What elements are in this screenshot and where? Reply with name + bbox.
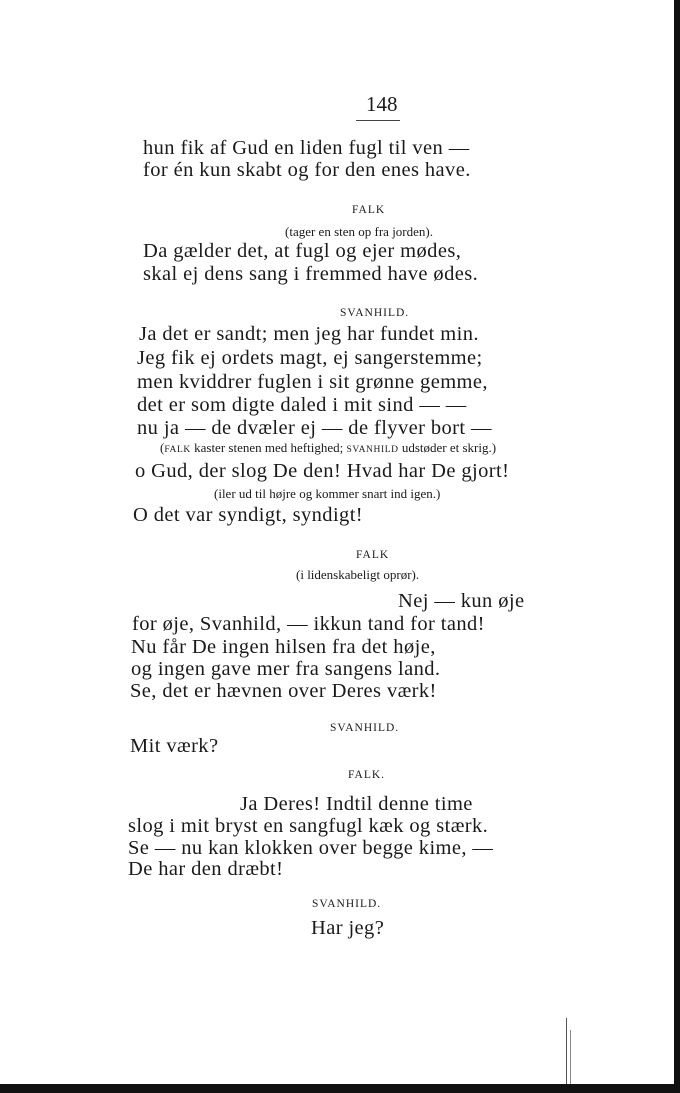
verse-line: for øje, Svanhild, — ikkun tand for tand! — [132, 613, 485, 635]
verse-line: Se — nu kan klokken over begge kime, — — [128, 837, 494, 859]
verse-line: Nej — kun øje — [398, 590, 525, 612]
stage-direction: (FALK kaster stenen med heftighed; SVANHILD udstøder et skrig.) — [160, 440, 497, 455]
speaker-svanhild: SVANHILD. — [340, 307, 410, 319]
verse-line: Nu får De ingen hilsen fra det høje, — [131, 636, 436, 658]
verse-line: Ja Deres! Indtil denne time — [240, 793, 473, 815]
verse-line: for én kun skabt og for den enes have. — [143, 159, 471, 181]
speaker-falk: FALK — [356, 549, 390, 561]
verse-line: O det var syndigt, syndigt! — [133, 504, 364, 526]
page-number: 148 — [366, 92, 398, 116]
margin-mark — [570, 1030, 571, 1086]
verse-line: Ja det er sandt; men jeg har fundet min. — [139, 323, 479, 345]
stage-direction: (tager en sten op fra jorden). — [285, 224, 433, 239]
margin-mark — [566, 1018, 567, 1086]
verse-line: det er som digte daled i mit sind — — — [137, 394, 467, 416]
verse-line: slog i mit bryst en sangfugl kæk og stærk. — [128, 815, 489, 837]
verse-line: Da gælder det, at fugl og ejer mødes, — [143, 240, 462, 262]
verse-line: o Gud, der slog De den! Hvad har De gjort! — [135, 460, 510, 482]
stage-direction: (i lidenskabeligt oprør). — [296, 567, 420, 582]
verse-line: skal ej dens sang i fremmed have ødes. — [143, 263, 479, 285]
scan-edge-bottom — [0, 1084, 680, 1093]
verse-line: Jeg fik ej ordets magt, ej sangerstemme; — [137, 347, 483, 369]
verse-line: men kviddrer fuglen i sit grønne gemme, — [137, 371, 488, 393]
speaker-falk: FALK. — [348, 769, 386, 781]
speaker-svanhild: SVANHILD. — [330, 722, 400, 734]
verse-line: De har den dræbt! — [128, 858, 284, 880]
speaker-falk: FALK — [352, 204, 386, 216]
verse-line: hun fik af Gud en liden fugl til ven — — [143, 137, 470, 159]
scan-edge-right — [674, 0, 680, 1093]
page-number-rule — [356, 120, 400, 121]
verse-line: og ingen gave mer fra sangens land. — [131, 658, 441, 680]
verse-line: Har jeg? — [311, 917, 385, 939]
speaker-svanhild: SVANHILD. — [312, 898, 382, 910]
verse-line: Se, det er hævnen over Deres værk! — [130, 680, 437, 702]
stage-direction: (iler ud til højre og kommer snart ind igen.) — [214, 486, 441, 501]
verse-line: Mit værk? — [130, 735, 219, 757]
verse-line: nu ja — de dvæler ej — de flyver bort — — [137, 417, 492, 439]
